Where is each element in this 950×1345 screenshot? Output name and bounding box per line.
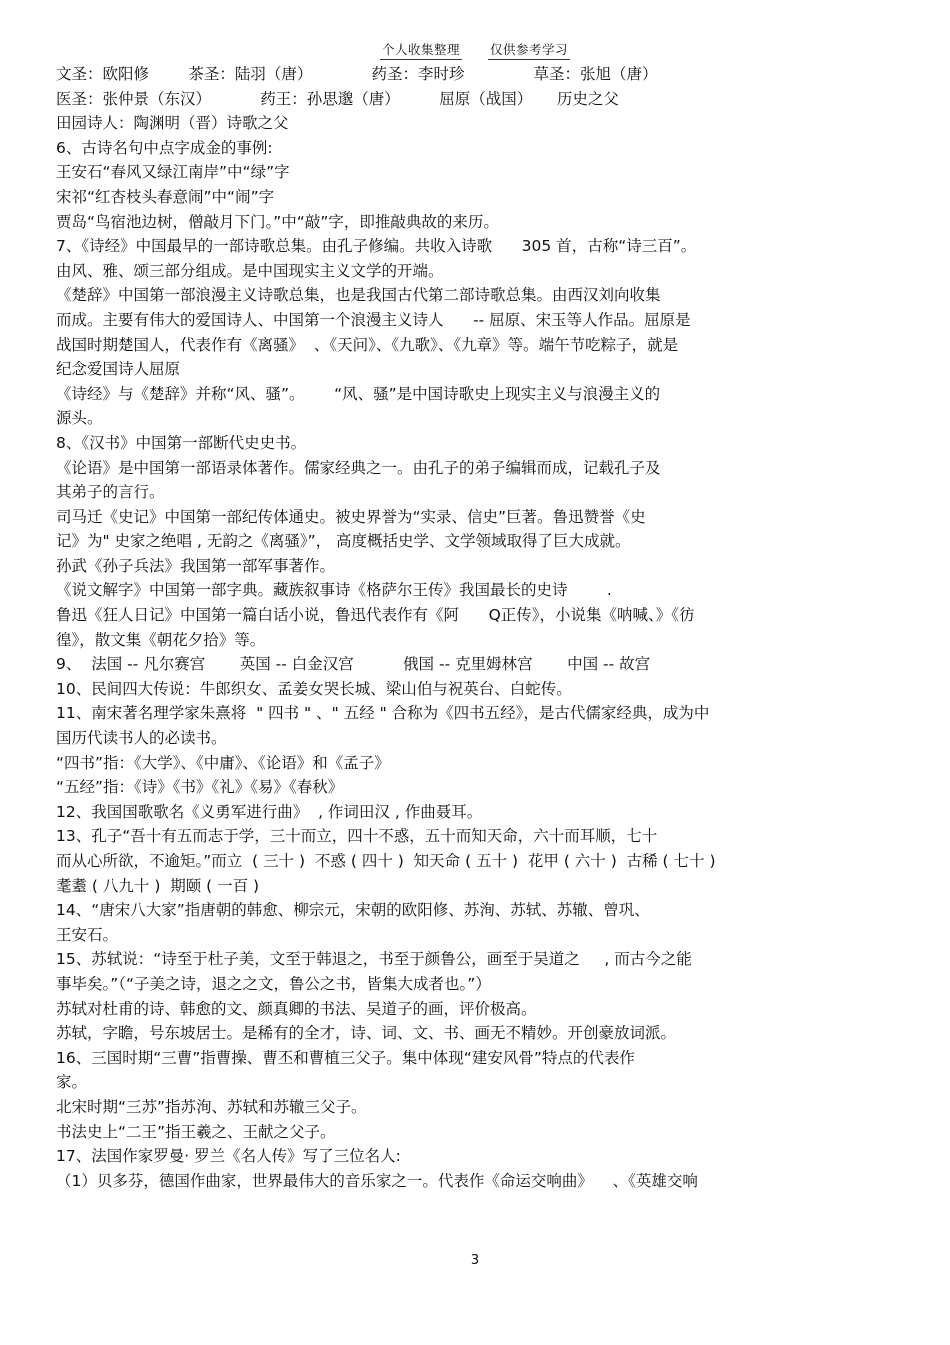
text-line: 王安石“春风又绿江南岸”中“绿”字: [56, 163, 290, 182]
text-line: 耄耋 ( 八九十 ) 期颐 ( 一百 ): [56, 876, 260, 895]
text-line: 《楚辞》中国第一部浪漫主义诗歌总集，也是我国古代第二部诗歌总集。由西汉刘向收集: [56, 286, 661, 305]
text-line: 徨》，散文集《朝花夕拾》等。: [56, 630, 266, 649]
text-line: 《论语》是中国第一部语录体著作。儒家经典之一。由孔子的弟子编辑而成，记载孔子及: [56, 458, 661, 477]
text-line: “四书”指：《大学》、《中庸》、《论语》和《孟子》: [56, 753, 390, 772]
text-line: 17、法国作家罗曼· 罗兰《名人传》写了三位名人:: [56, 1147, 401, 1166]
text-line: 国历代读书人的必读书。: [56, 729, 227, 748]
text-line: 9、 法国 -- 凡尔赛宫 英国 -- 白金汉宫 俄国 -- 克里姆林宫 中国 -- 故宫: [56, 655, 651, 674]
text-line: 6、古诗名句中点字成金的事例:: [56, 138, 273, 157]
document-body: [56, 62, 926, 1193]
text-line: 13、孔子“吾十有五而志于学，三十而立，四十不惑，五十而知天命，六十而耳顺，七十: [56, 827, 658, 846]
text-line: 而从心所欲，不逾矩。”而立 ( 三十 ) 不惑 ( 四十 ) 知天命 ( 五十 ) 花甲 ( 六十 ) 古稀 ( 七十 ): [56, 852, 716, 870]
text-line: 医圣：张仲景（东汉） 药王：孙思邈（唐） 屈原（战国） 历史之父: [56, 89, 619, 108]
text-line: 其弟子的言行。: [56, 483, 165, 502]
text-line: 记》为" 史家之绝唱 , 无韵之《离骚》”， 高度概括史学、文学领域取得了巨大成就。: [56, 532, 631, 551]
text-line: 文圣：欧阳修 茶圣：陆羽（唐） 药圣：李时珍 草圣：张旭（唐）: [56, 65, 658, 83]
text-line: 纪念爱国诗人屈原: [56, 360, 181, 379]
text-line: 战国时期楚国人，代表作有《离骚》 、《天问》、《九歌》、《九章》等。端午节吃粽子，就是: [56, 335, 679, 354]
header-left-text: 个人收集整理: [380, 40, 462, 60]
text-line: 书法史上“二王”指王羲之、王献之父子。: [56, 1122, 336, 1141]
text-line: （1）贝多芬，德国作曲家，世界最伟大的音乐家之一。代表作《命运交响曲》 、《英雄交响: [56, 1171, 698, 1190]
text-line: 司马迁《史记》中国第一部纪传体通史。被史界誉为“实录、信史”巨著。鲁迅赞誉《史: [56, 507, 646, 526]
text-line: 苏轼对杜甫的诗、韩愈的文、颜真卿的书法、吴道子的画，评价极高。: [56, 999, 537, 1018]
text-line: 7、《诗经》中国最早的一部诗歌总集。由孔子修编。共收入诗歌 305 首，古称“诗三百”。: [56, 237, 697, 256]
text-line: 贾岛“鸟宿池边树，僧敲月下门。”中“敲”字，即推敲典故的来历。: [56, 212, 499, 231]
text-line: “五经”指：《诗》《书》《礼》《易》《春秋》: [56, 778, 344, 797]
header-right-text: 仅供参考学习: [488, 40, 570, 60]
text-line: 8、《汉书》中国第一部断代史史书。: [56, 433, 307, 452]
text-line: 由风、雅、颂三部分组成。是中国现实主义文学的开端。: [56, 261, 444, 280]
text-line: 苏轼，字瞻，号东坡居士。是稀有的全才，诗、词、文、书、画无不精妙。开创豪放词派。: [56, 1024, 677, 1043]
text-line: 宋祁“红杏枝头春意闹”中“闹”字: [56, 187, 275, 206]
text-line: 15、苏轼说：“诗至于杜子美，文至于韩退之，书至于颜鲁公，画至于吴道之 , 而古今之能: [56, 950, 692, 969]
text-line: 孙武《孙子兵法》我国第一部军事著作。: [56, 556, 336, 575]
text-line: 12、我国国歌歌名《义勇军进行曲》 , 作词田汉 , 作曲聂耳。: [56, 802, 483, 821]
text-line: 源头。: [56, 409, 103, 428]
text-line: 16、三国时期“三曹”指曹操、曹丕和曹植三父子。集中体现“建安风骨”特点的代表作: [56, 1048, 635, 1067]
text-line: 而成。主要有伟大的爱国诗人、中国第一个浪漫主义诗人 -- 屈原、宋玉等人作品。屈原是: [56, 310, 691, 329]
text-line: 鲁迅《狂人日记》中国第一篇白话小说，鲁迅代表作有《阿 Q正传》，小说集《呐喊、》《彷: [56, 606, 695, 625]
text-line: 《说文解字》中国第一部字典。藏族叙事诗《格萨尔王传》我国最长的史诗 .: [56, 581, 612, 600]
text-line: 事毕矣。”（“子美之诗，退之之文，鲁公之书，皆集大成者也。”）: [56, 974, 491, 993]
text-line: 14、“唐宋八大家”指唐朝的韩愈、柳宗元，宋朝的欧阳修、苏洵、苏轼、苏辙、曾巩、: [56, 901, 650, 920]
text-line: 11、南宋著名理学家朱熹将 " 四书 " 、" 五经 " 合称为《四书五经》，是古代儒家经典，成为中: [56, 704, 710, 723]
text-line: 王安石。: [56, 925, 119, 944]
page-number: 3: [470, 1253, 480, 1268]
text-line: 家。: [56, 1073, 88, 1092]
text-line: 田园诗人：陶渊明（晋）诗歌之父: [56, 114, 289, 133]
page-header: [0, 40, 950, 60]
text-line: 北宋时期“三苏”指苏洵、苏轼和苏辙三父子。: [56, 1097, 367, 1116]
text-line: 《诗经》与《楚辞》并称“风、骚”。 “风、骚”是中国诗歌史上现实主义与浪漫主义的: [56, 384, 661, 403]
text-line: 10、民间四大传说：牛郎织女、孟姜女哭长城、梁山伯与祝英台、白蛇传。: [56, 679, 572, 698]
